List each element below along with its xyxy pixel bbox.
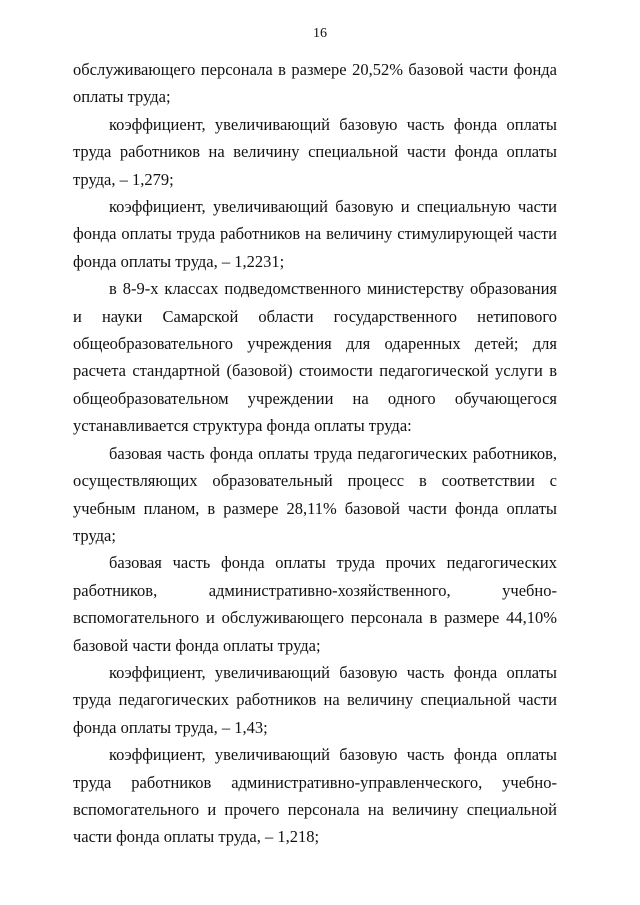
page-number: 16 (313, 26, 327, 41)
paragraph-6: базовая часть фонда оплаты труда прочих педагогических работников, административно-хозяйственного, учебно-вспомогательного и обслуживающего персонала в размере 44,10% базовой части фонда оплаты труда; (73, 553, 557, 655)
paragraph-5: базовая часть фонда оплаты труда педагогических работников, осуществляющих образовательный процесс в соответствии с учебным планом, в размере 28,11% базовой части фонда оплаты труда; (73, 443, 557, 545)
paragraph-8: коэффициент, увеличивающий базовую часть фонда оплаты труда работников административно-управленческого, учебно-вспомогательного и прочего персонала на величину специальной части фонда оплаты труда, – 1,218; (73, 745, 557, 847)
document-body (73, 56, 557, 851)
paragraph-2: коэффициент, увеличивающий базовую часть фонда оплаты труда работников на величину специальной части фонда оплаты труда, – 1,279; (73, 114, 557, 189)
paragraph-3: коэффициент, увеличивающий базовую и специальную части фонда оплаты труда работников на величину стимулирующей части фонда оплаты труда, – 1,2231; (73, 197, 557, 271)
paragraph-7: коэффициент, увеличивающий базовую часть фонда оплаты труда педагогических работников на величину специальной части фонда оплаты труда, – 1,43; (73, 662, 557, 737)
paragraph-1: обслуживающего персонала в размере 20,52% базовой части фонда оплаты труда; (73, 60, 557, 107)
paragraph-4: в 8-9-х классах подведомственного министерству образования и науки Самарской области государственного нетипового общеобразовательного учреждения для одаренных детей; для расчета стандартной (базовой) стоимости педагогической услуги в общеобразовательном учреждении на одного обучающегося устанавливается структура фонда оплаты труда: (73, 279, 557, 436)
